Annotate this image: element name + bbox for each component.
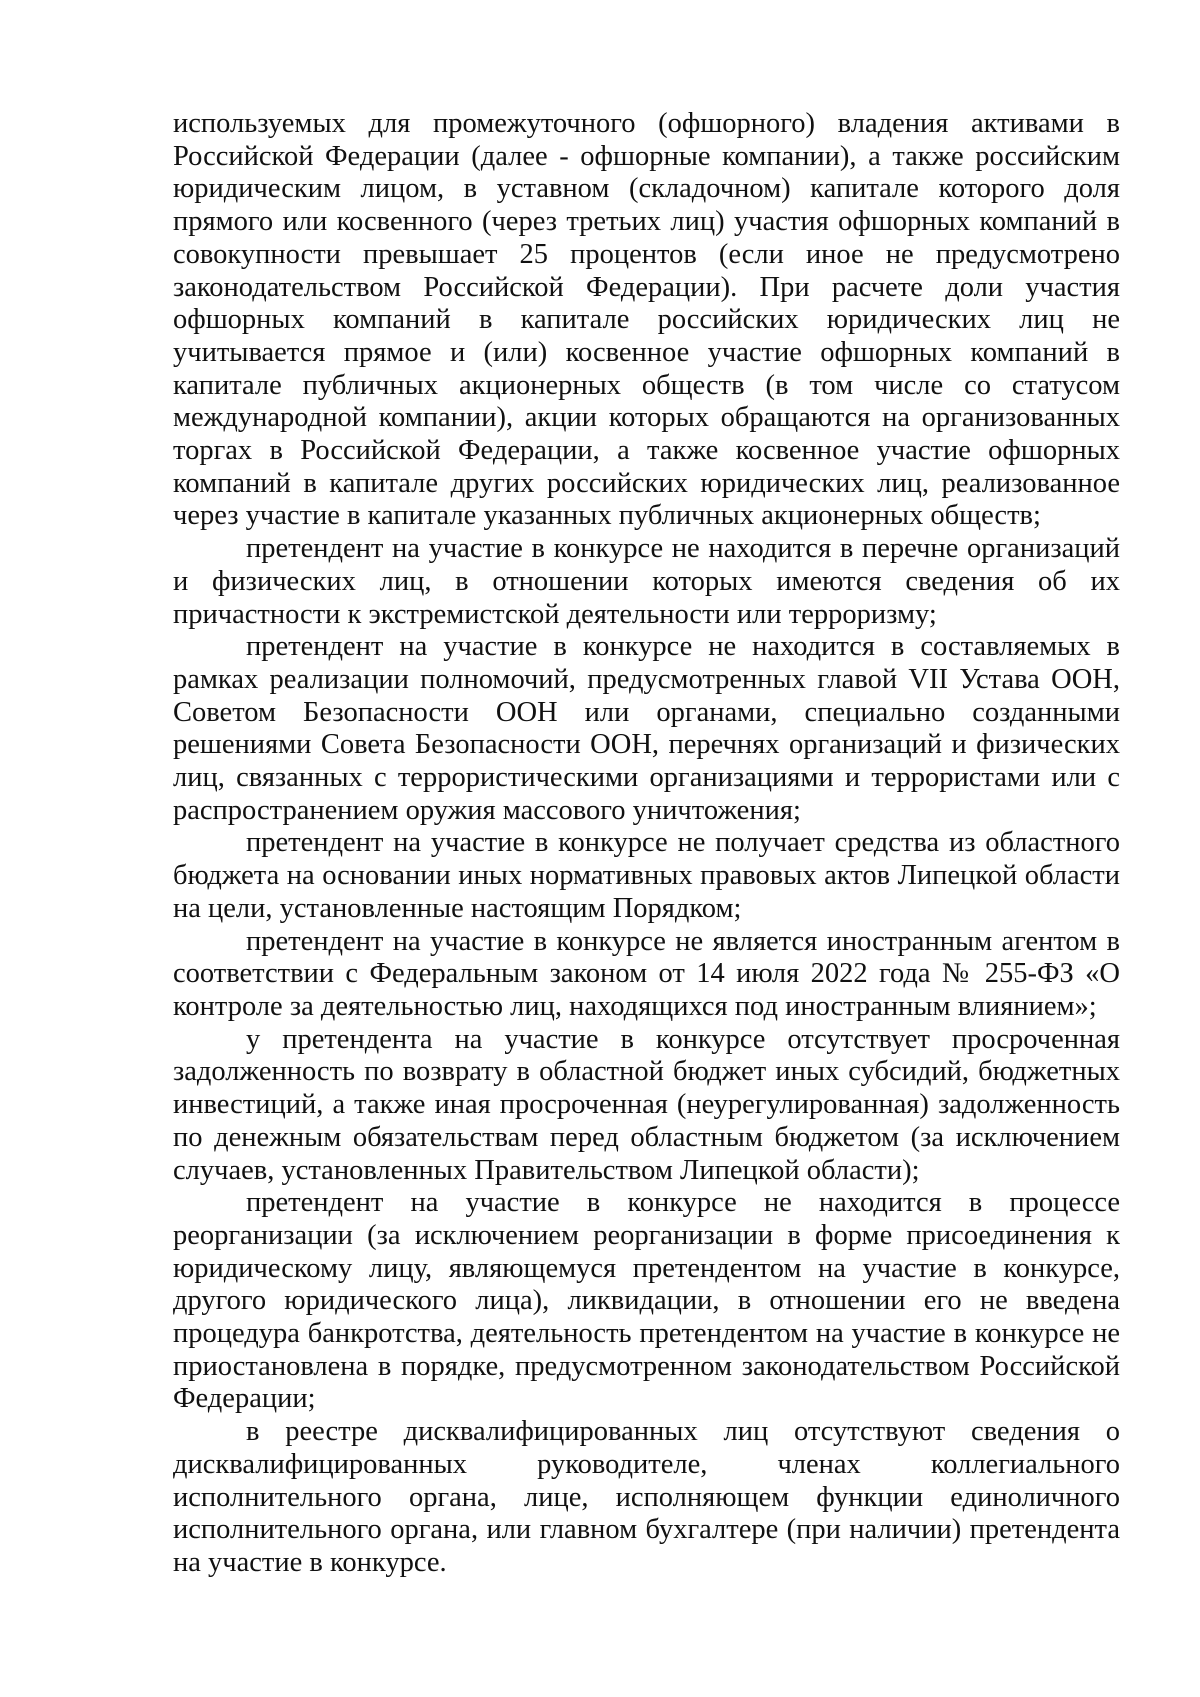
paragraph-overdue-debt: у претендента на участие в конкурсе отсутствует просроченная задолженность по возврату в областной бюджет иных субсидий, бюджетных инвестиций, а также иная просроченная (неурегулированная) задолженность по денежным обязательствам перед областным бюджетом (за исключением случаев, установленных Правительством Липецкой области); [173, 1023, 1120, 1186]
paragraph-reorganization-liquidation: претендент на участие в конкурсе не находится в процессе реорганизации (за исключением реорганизации в форме присоединения к юридическому лицу, являющемуся претендентом на участие в конкурсе, другого юридического лица), ликвидации, в отношении его не введена процедура банкротства, деятельность претендентом на участие в конкурсе не приостановлена в порядке, предусмотренном законодательством Российской Федерации; [173, 1187, 1120, 1415]
document-page [173, 108, 1120, 1580]
paragraph-un-security-council-lists: претендент на участие в конкурсе не находится в составляемых в рамках реализации полномочий, предусмотренных главой VII Устава ООН, Советом Безопасности ООН или органами, специально созданными решениями Совета Безопасности ООН, перечнях организаций и физических лиц, связанных с террористическими организациями и террористами или с распространением оружия массового уничтожения; [173, 631, 1120, 826]
paragraph-extremism-list: претендент на участие в конкурсе не находится в перечне организаций и физических лиц, в отношении которых имеются сведения об их причастности к экстремистской деятельности или терроризму; [173, 533, 1120, 630]
paragraph-offshore-companies: используемых для промежуточного (офшорного) владения активами в Российской Федерации (далее - офшорные компании), а также российским юридическим лицом, в уставном (складочном) капитале которого доля прямого или косвенного (через третьих лиц) участия офшорных компаний в совокупности превышает 25 процентов (если иное не предусмотрено законодательством Российской Федерации). При расчете доли участия офшорных компаний в капитале российских юридических лиц не учитывается прямое и (или) косвенное участие офшорных компаний в капитале публичных акционерных обществ (в том числе со статусом международной компании), акции которых обращаются на организованных торгах в Российской Федерации, а также косвенное участие офшорных компаний в капитале других российских юридических лиц, реализованное через участие в капитале указанных публичных акционерных обществ; [173, 108, 1120, 532]
paragraph-regional-budget-funds: претендент на участие в конкурсе не получает средства из областного бюджета на основании иных нормативных правовых актов Липецкой области на цели, установленные настоящим Порядком; [173, 827, 1120, 924]
paragraph-foreign-agent: претендент на участие в конкурсе не является иностранным агентом в соответствии с Федеральным законом от 14 июля 2022 года № 255-ФЗ «О контроле за деятельностью лиц, находящихся под иностранным влиянием»; [173, 925, 1120, 1022]
paragraph-disqualified-persons: в реестре дисквалифицированных лиц отсутствуют сведения о дисквалифицированных руководителе, членах коллегиального исполнительного органа, лице, исполняющем функции единоличного исполнительного органа, или главном бухгалтере (при наличии) претендента на участие в конкурсе. [173, 1416, 1120, 1578]
